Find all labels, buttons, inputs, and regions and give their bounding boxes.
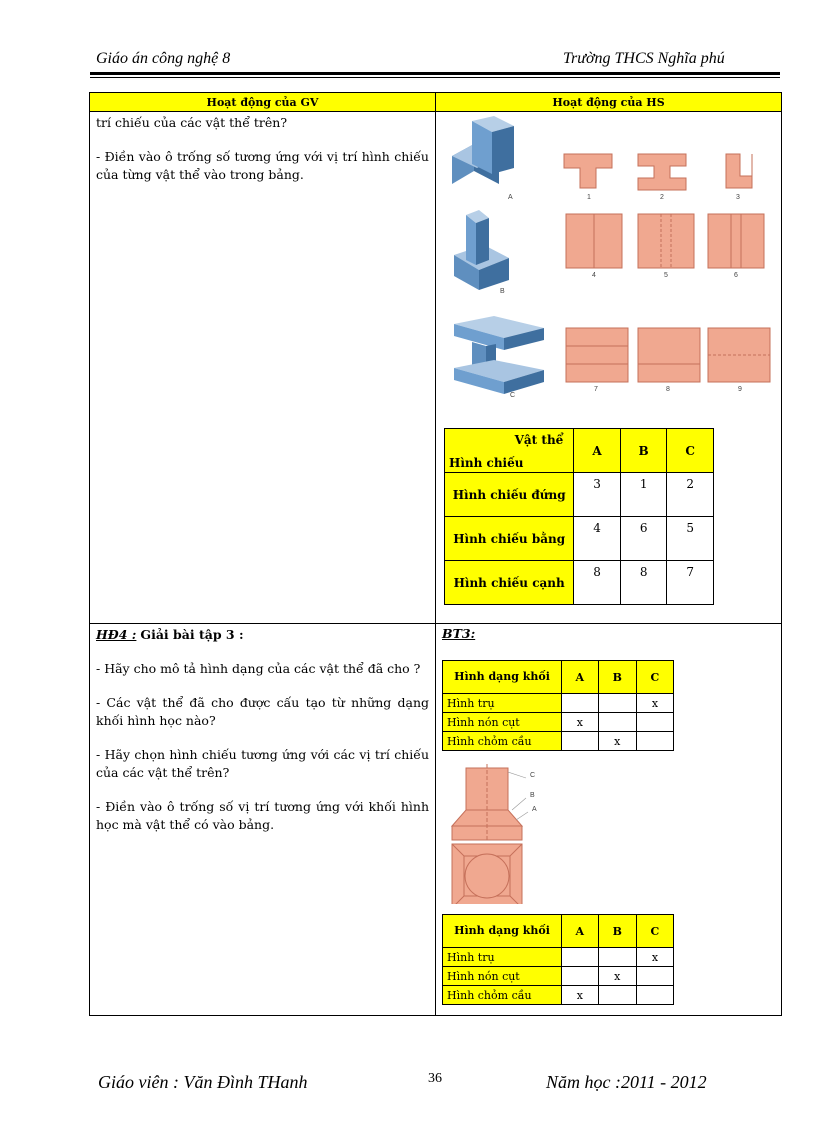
cell-value: x bbox=[598, 732, 636, 751]
cell-value bbox=[598, 948, 636, 967]
header-right: Trường THCS Nghĩa phú bbox=[563, 50, 725, 67]
cell-value: 5 bbox=[667, 517, 714, 561]
label-b: B bbox=[530, 792, 535, 799]
label-4: 4 bbox=[592, 272, 596, 279]
table-header: Hình dạng khối bbox=[443, 661, 562, 694]
view-4-drawing bbox=[566, 214, 622, 268]
cell-value bbox=[636, 986, 673, 1005]
col-header: B bbox=[598, 915, 636, 948]
bt3-drawing bbox=[446, 764, 546, 904]
projection-drawings-c bbox=[444, 316, 774, 396]
cell-value: 6 bbox=[620, 517, 667, 561]
label-2: 2 bbox=[660, 194, 664, 201]
footer-year: Năm học :2011 - 2012 bbox=[546, 1072, 707, 1092]
cell-value bbox=[636, 713, 673, 732]
view-5-drawing bbox=[638, 214, 694, 268]
object-a-drawing bbox=[452, 116, 514, 184]
header-left: Giáo án công nghệ 8 bbox=[96, 50, 231, 67]
gv-cell-2 bbox=[90, 624, 436, 1016]
table-header: Hình dạng khối bbox=[443, 915, 562, 948]
table-corner-cell bbox=[445, 429, 574, 473]
row-label: Hình nón cụt bbox=[443, 967, 562, 986]
object-c-drawing bbox=[454, 316, 544, 394]
cell-value bbox=[562, 694, 599, 713]
cell-value bbox=[636, 732, 673, 751]
header-rule bbox=[90, 72, 780, 75]
lesson-table bbox=[89, 92, 782, 1016]
hs-cell-2 bbox=[436, 624, 782, 1016]
row-label: Hình trụ bbox=[443, 694, 562, 713]
footer-teacher: Giáo viên : Văn Đình THanh bbox=[98, 1072, 308, 1092]
corner-bottom: Hình chiếu bbox=[449, 456, 524, 470]
cell-value: x bbox=[636, 694, 673, 713]
label-7: 7 bbox=[594, 386, 598, 393]
projection-drawings-a bbox=[444, 116, 774, 196]
label-3: 3 bbox=[736, 194, 740, 201]
corner-top: Vật thể bbox=[514, 433, 564, 447]
projection-row-c bbox=[444, 316, 774, 399]
col-header: C bbox=[667, 429, 714, 473]
col-hs-header: Hoạt động của HS bbox=[436, 93, 782, 112]
cell-value: 8 bbox=[574, 561, 621, 605]
label-a: A bbox=[532, 806, 537, 813]
col-header: C bbox=[636, 661, 673, 694]
cell-value bbox=[636, 967, 673, 986]
projection-table bbox=[444, 428, 714, 605]
view-2-drawing bbox=[638, 154, 686, 190]
row-label: Hình nón cụt bbox=[443, 713, 562, 732]
row-label: Hình chỏm cầu bbox=[443, 986, 562, 1005]
cell-value bbox=[598, 713, 636, 732]
page-number: 36 bbox=[428, 1071, 442, 1086]
shape-table-2 bbox=[442, 914, 674, 1005]
col-header: A bbox=[562, 661, 599, 694]
view-9-drawing bbox=[708, 328, 770, 382]
cell-value: 8 bbox=[620, 561, 667, 605]
shape-table-1 bbox=[442, 660, 674, 751]
hs-cell-1 bbox=[436, 112, 782, 624]
row-label: Hình chỏm cầu bbox=[443, 732, 562, 751]
cell-value bbox=[562, 732, 599, 751]
bt3-drawing-svg bbox=[446, 764, 546, 904]
object-b-drawing bbox=[454, 210, 509, 290]
cell-value: x bbox=[562, 713, 599, 732]
cell-value: 2 bbox=[667, 473, 714, 517]
hd-text: Giải bài tập 3 : bbox=[140, 627, 244, 642]
row-label: Hình chiếu đứng bbox=[445, 473, 574, 517]
cell-value bbox=[598, 986, 636, 1005]
label-c: C bbox=[510, 392, 516, 399]
row-label: Hình trụ bbox=[443, 948, 562, 967]
cell-value bbox=[562, 948, 599, 967]
cell-value bbox=[562, 967, 599, 986]
row-label: Hình chiếu bằng bbox=[445, 517, 574, 561]
view-6-drawing bbox=[708, 214, 764, 268]
hd-heading bbox=[96, 626, 429, 644]
label-b: B bbox=[500, 288, 505, 295]
cell-value bbox=[598, 694, 636, 713]
col-header: A bbox=[574, 429, 621, 473]
projection-row-b bbox=[444, 210, 774, 295]
row-label: Hình chiếu cạnh bbox=[445, 561, 574, 605]
label-5: 5 bbox=[664, 272, 668, 279]
label-a: A bbox=[508, 194, 513, 201]
gv-text: - Điền vào ô trống số vị trí tương ứng với khối hình học mà vật thể có vào bảng. bbox=[96, 799, 429, 832]
cell-value: 1 bbox=[620, 473, 667, 517]
header-rule-thin bbox=[90, 77, 780, 78]
gv-text: - Điền vào ô trống số tương ứng với vị trí hình chiếu của từng vật thể vào trong bảng. bbox=[96, 149, 429, 182]
label-1: 1 bbox=[587, 194, 591, 201]
cell-value: x bbox=[636, 948, 673, 967]
projection-row-a bbox=[444, 116, 774, 201]
gv-text: - Hãy cho mô tả hình dạng của các vật thể đã cho ? bbox=[96, 661, 421, 676]
gv-cell-1 bbox=[90, 112, 436, 624]
col-header: B bbox=[598, 661, 636, 694]
label-8: 8 bbox=[666, 386, 670, 393]
cell-value: x bbox=[598, 967, 636, 986]
view-7-drawing bbox=[566, 328, 628, 382]
view-1-drawing bbox=[564, 154, 612, 188]
col-gv-header: Hoạt động của GV bbox=[90, 93, 436, 112]
view-3-drawing bbox=[726, 154, 752, 188]
col-header: A bbox=[562, 915, 599, 948]
label-6: 6 bbox=[734, 272, 738, 279]
gv-text: - Hãy chọn hình chiếu tương ứng với các vị trí chiếu của các vật thể trên? bbox=[96, 747, 429, 780]
label-c: C bbox=[530, 772, 536, 779]
bt3-label: BT3: bbox=[442, 626, 476, 641]
label-9: 9 bbox=[738, 386, 742, 393]
projection-drawings-b bbox=[444, 210, 774, 290]
cell-value: 4 bbox=[574, 517, 621, 561]
hd-title: HĐ4 : bbox=[96, 627, 137, 642]
col-header: B bbox=[620, 429, 667, 473]
gv-text: trí chiếu của các vật thể trên? bbox=[96, 115, 288, 130]
cell-value: 3 bbox=[574, 473, 621, 517]
gv-text: - Các vật thể đã cho được cấu tạo từ những dạng khối hình học nào? bbox=[96, 695, 429, 728]
cell-value: x bbox=[562, 986, 599, 1005]
col-header: C bbox=[636, 915, 673, 948]
cell-value: 7 bbox=[667, 561, 714, 605]
view-8-drawing bbox=[638, 328, 700, 382]
